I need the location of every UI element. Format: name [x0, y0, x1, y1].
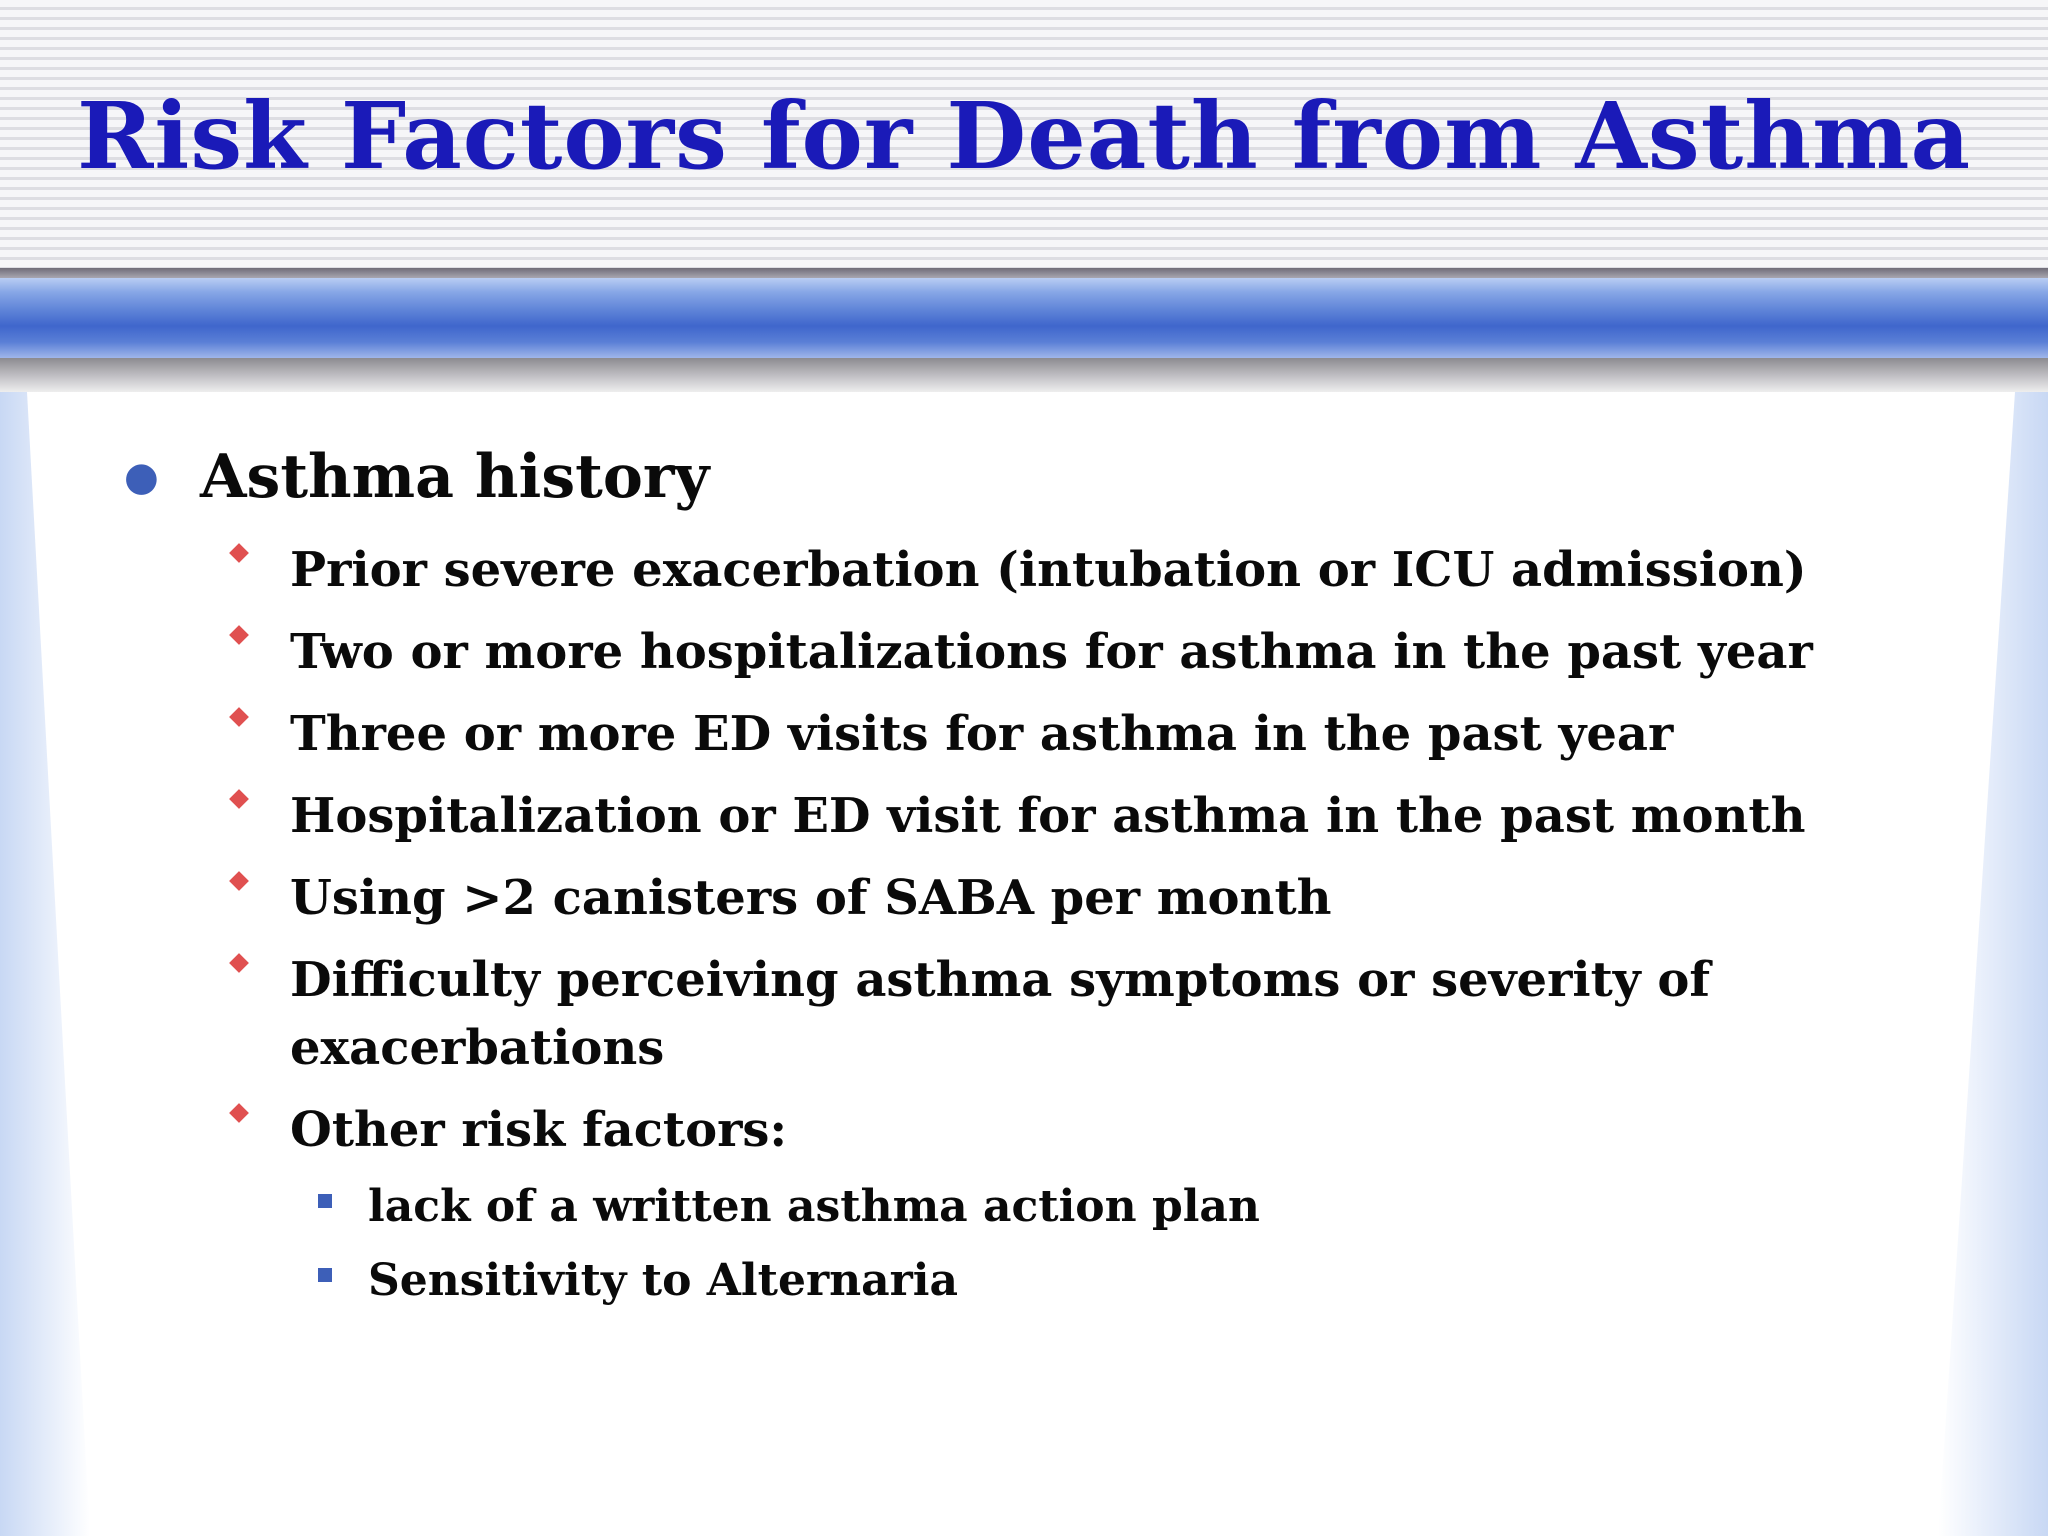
square-bullet-icon — [318, 1268, 332, 1282]
diamond-bullet-icon — [229, 707, 249, 727]
bullet-text: Three or more ED visits for asthma in the past year — [290, 706, 1674, 762]
bullet-level2-item — [290, 946, 1930, 1082]
bullet-text: Asthma history — [200, 442, 710, 512]
bullet-text: Hospitalization or ED visit for asthma in the past month — [290, 788, 1806, 844]
bullet-level2-item — [290, 700, 1930, 768]
header-band-blue — [0, 278, 2048, 358]
bullet-level2-item — [290, 618, 1930, 686]
header-divider-dark — [0, 268, 2048, 278]
bullet-text: Other risk factors: — [290, 1102, 788, 1158]
diamond-bullet-icon — [229, 789, 249, 809]
bullet-text: Using >2 canisters of SABA per month — [290, 870, 1332, 926]
bullet-text: Two or more hospitalizations for asthma in the past year — [290, 624, 1813, 680]
bullet-text: Difficulty perceiving asthma symptoms or severity of exacerbations — [290, 952, 1711, 1076]
bullet-level1-asthma-history — [120, 432, 1940, 522]
bullet-text: Sensitivity to Alternaria — [368, 1255, 959, 1306]
diamond-bullet-icon — [229, 625, 249, 645]
diamond-bullet-icon — [229, 871, 249, 891]
diamond-bullet-icon — [229, 953, 249, 973]
slide-content — [120, 432, 1940, 1312]
left-side-decoration — [0, 392, 90, 1536]
bullet-level2-item — [290, 782, 1930, 850]
slide-title: Risk Factors for Death from Asthma — [76, 82, 1972, 190]
bullet-text: Prior severe exacerbation (intubation or ICU admission) — [290, 542, 1807, 598]
diamond-bullet-icon — [229, 1103, 249, 1123]
round-bullet-icon: ● — [124, 453, 159, 500]
square-bullet-icon — [318, 1194, 332, 1208]
bullet-level2-item — [290, 536, 1930, 604]
bullet-text: lack of a written asthma action plan — [368, 1181, 1260, 1232]
right-side-decoration — [1938, 392, 2048, 1536]
bullet-level2-item — [290, 1096, 1930, 1164]
bullet-level2-item — [290, 864, 1930, 932]
header-band-grey — [0, 358, 2048, 392]
bullet-level3-item — [368, 1250, 1868, 1312]
bullet-level3-item — [368, 1176, 1868, 1238]
diamond-bullet-icon — [229, 543, 249, 563]
